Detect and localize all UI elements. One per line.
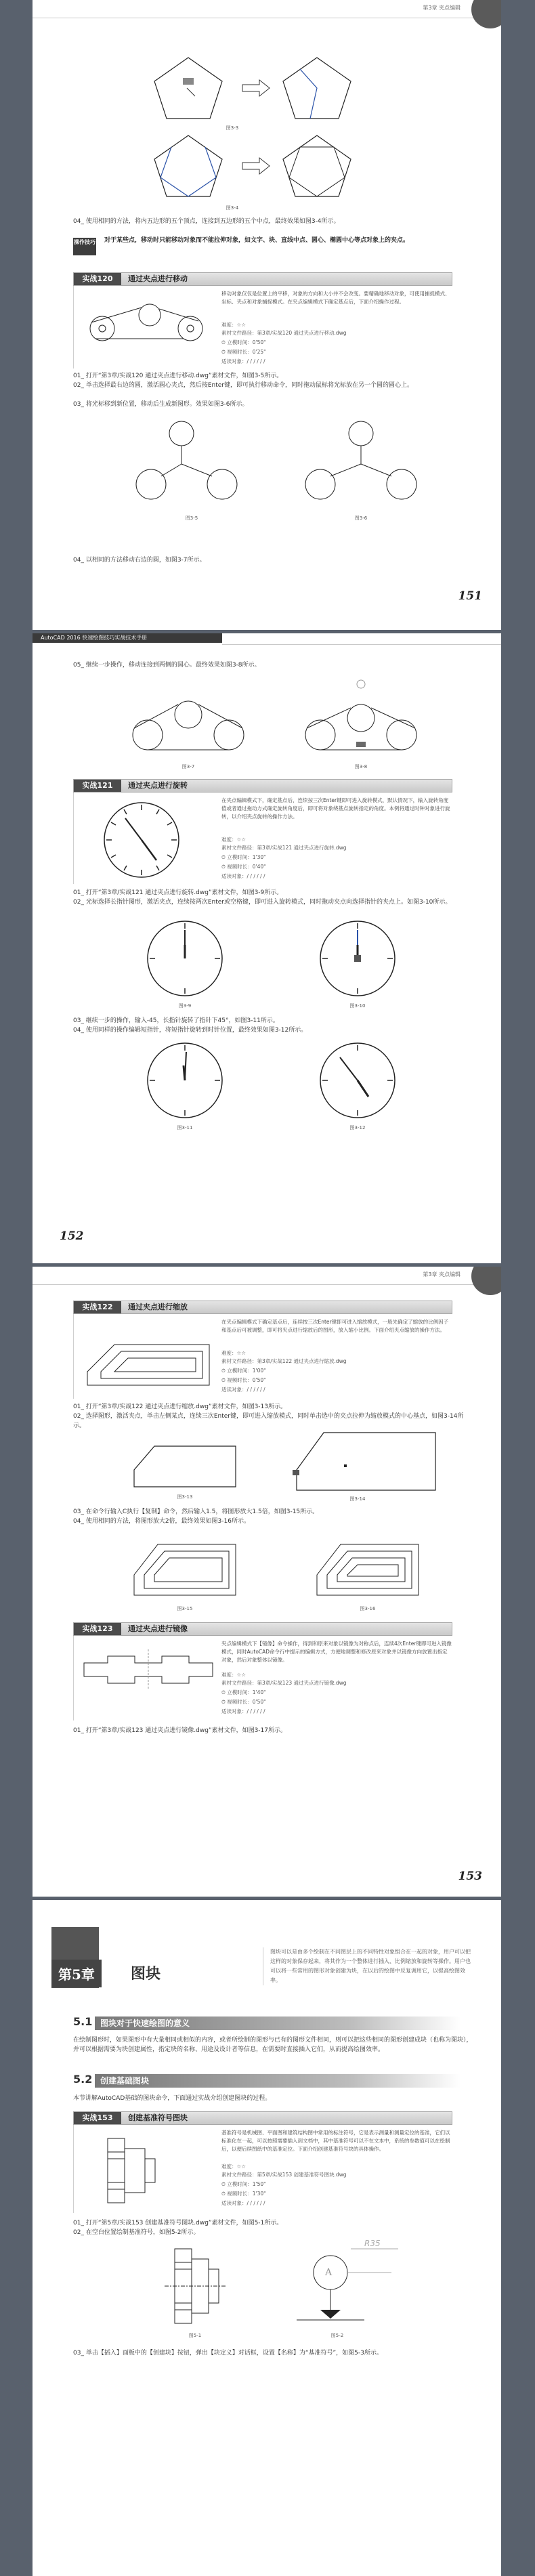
caption-5-2: 图5-2 [330,2333,344,2338]
section-header-153 [73,2111,452,2125]
figure-3-9 [144,918,226,999]
section-tag: 实战122 [74,1301,121,1313]
caption-3-11: 图3-11 [177,1125,193,1131]
caption-3-13: 图3-13 [177,1494,193,1500]
caption-3-12: 图3-12 [349,1125,366,1131]
caption-3-16: 图3-16 [360,1606,376,1611]
figure-3-10 [317,918,398,999]
chapter-intro: 图块可以是由多个绘制在不同图层上的不同特性对象组合在一起的对象，用户可以把这样的对象保存起来，将其作为一个整体进行插入、比例缩放和旋转等操作。用户也可以将一些常用的图形对象创建为块，在以后的绘图中反复调用它，以提高绘图效率。 [263,1947,474,1985]
section-time: ⏱ 立模时间：1'50" [221,2181,266,2187]
tip-box [73,236,452,246]
section-material: 素材文件路径：第3章/实战120 通过夹点进行移动.dwg [221,330,347,336]
section-header-121 [73,779,452,793]
section-title: 通过夹点进行缩放 [128,1303,188,1311]
chapter-number: 第5章 [51,1960,102,1987]
section-123-thumbnail [81,1649,216,1690]
section-difficulty: 难度：☆☆ [221,322,246,328]
section-header-120 [73,272,452,286]
caption-3-3: 图3-3 [226,125,239,131]
step-01b: 01_ 打开“第3章/实战123 通过夹点进行镜像.dwg”素材文件，如图3-17所示。 [73,1727,287,1734]
figure-3-12 [317,1040,398,1121]
section-121-thumbnail [101,799,182,881]
section-description: 移动对象仅仅是位置上的平移，对象的方向和大小并不会改变。要精确地移动对象，可使用捕捉模式、坐标、夹点和对象捕捉模式。在夹点编辑模式下确定基点后，下面介绍操作过程。 [221,291,450,305]
header-circle [471,1267,501,1295]
figure-5-2 [283,2239,425,2334]
caption-3-4: 图3-4 [226,205,239,211]
step-03: 03_ 继续一步的操作，输入-45，长指针旋转了指针下45°，如图3-11所示。 [73,1017,279,1024]
section-153-thumbnail [94,2132,175,2210]
header-rule [33,1284,481,1285]
section-title: 通过夹点进行镜像 [128,1624,188,1633]
section-material: 素材文件路径：第5章/实战153 创建基准符号图块.dwg [221,2172,347,2178]
section-time: ⏱ 立模时间：0'50" [221,339,266,345]
page-number-152: 152 [60,1229,84,1243]
step-01: 01_ 打开“第3章/实战120 通过夹点进行移动.dwg”素材文件，如图3-5所示。 [73,373,283,379]
caption-3-7: 图3-7 [181,764,195,769]
section-video: ⏱ 视频时长：0'50" [221,1699,266,1705]
section-video: ⏱ 视频时长：0'50" [221,1377,266,1383]
running-header-book: AutoCAD 2016 快速绘图技巧实战技术手册 [33,633,222,643]
section-description: 在夹点编辑模式下，确定基点后，连续按三次Enter键即可进入旋转模式，默认情况下，输入旋转角度值或者通过拖动方式确定旋转角度后，即可将对象绕基点旋转指定的角度。本例将通过时钟对象进行旋转，以介绍夹点旋转的操作方法。 [221,797,450,820]
step-03: 03_ 在命令行输入C执行【复制】命令，然后输入1.5，将图形放大1.5倍，如图3-15所示。 [73,1508,319,1515]
section-description: 在夹点编辑模式下确定基点后，连续按三次Enter键即可进入缩放模式，一般先确定了缩放的比例因子和基点后可被调整，即可将夹点进行缩放后的图形，放入缩小比例。下面介绍夹点缩放的操作方法。 [221,1319,449,1333]
step-02: 02_ 选择图形，激活夹点，单击左侧某点，连续三次Enter键，即可进入缩放模式，同时单击选中的夹点拉伸为缩放模式的中心基点，如图3-14所示。 [73,1413,464,1429]
chapter-title: 图块 [131,1965,161,1983]
header-rule [222,644,501,645]
section-tag: 实战120 [74,273,121,285]
section-material: 素材文件路径：第3章/实战122 通过夹点进行缩放.dwg [221,1358,347,1364]
page-number-151: 151 [458,589,482,603]
section-5-1 [33,2015,501,2031]
section-bar [95,2074,461,2088]
book-page-153 [33,1267,501,1897]
section-difficulty: 难度：☆☆ [221,1672,246,1678]
step-04b: 04_ 以相同的方法移动右边的圆，如图3-7所示。 [73,557,206,564]
page-number-153: 153 [458,1870,482,1883]
section-audience: 适读对象：/ / / / / / [221,1387,265,1393]
book-page-151 [33,0,501,630]
figure-3-5 [134,417,249,511]
caption-3-6: 图3-6 [354,515,368,521]
figure-3-4 [148,132,391,203]
section-material: 素材文件路径：第3章/实战121 通过夹点进行旋转.dwg [221,845,347,851]
figure-3-6 [303,417,419,511]
section-5-1-text: 在绘制图形时，如果图形中有大量相同或相似的内容，或者所绘制的图形与已有的图形文件相同，则可以把这些相同的图形创建成块（也称为图块），并可以根据需要为块创建属性，指定块的名称、用途及设计者等信息，在需要时直接插入它们，从而提高绘图效率。 [73,2037,473,2053]
section-difficulty: 难度：☆☆ [221,1350,246,1356]
section-audience: 适读对象：/ / / / / / [221,873,265,879]
step-01: 01_ 打开“第3章/实战121 通过夹点进行旋转.dwg”素材文件，如图3-9所示。 [73,889,283,896]
section-5-2 [33,2073,501,2089]
step-03: 03_ 将光标移到新位置，移动后生成新图形。效果如图3-6所示。 [73,401,249,408]
section-120-thumbnail [82,298,211,352]
section-time: ⏱ 立模时间：1'00" [221,1368,266,1374]
section-number: 5.2 [73,2073,93,2086]
step-01: 01_ 打开“第3章/实战122 通过夹点进行缩放.dwg”素材文件，如图3-13所示。 [73,1403,287,1410]
figure-3-14 [283,1429,439,1494]
section-title: 通过夹点进行旋转 [128,781,188,790]
section-title: 图块对于快速绘图的意义 [100,2019,190,2028]
section-5-2-text: 本节讲解AutoCAD基础的图块命令，下面通过实战介绍创建图块的过程。 [73,2095,272,2102]
step-03: 03_ 单击【插入】面板中的【创建块】按钮，弹出【块定义】对话框，设置【名称】为“基准符号”，如图5-3所示。 [73,2350,383,2357]
label-r35: R35 [364,2239,381,2248]
section-header-122 [73,1301,452,1314]
section-audience: 适读对象：/ / / / / / [221,2200,265,2206]
step-04: 04_ 使用同样的操作编辑短指针，将短指针旋转到时针位置，最终效果如图3-12所示。 [73,1027,307,1034]
section-tag: 实战153 [74,2112,121,2124]
book-page-152 [33,633,501,1263]
running-header: 第3章 夹点编辑 [423,5,461,11]
section-time: ⏱ 立模时间：1'30" [221,854,266,860]
section-difficulty: 难度：☆☆ [221,2163,246,2170]
figure-5-1 [154,2245,236,2330]
section-122-thumbnail [81,1324,216,1392]
label-a: A [325,2267,333,2278]
section-body-123 [73,1636,452,1720]
step-04-visible: 04_ 使用相同的方法，将内五边形的五个顶点，连接到五边形的五个中点，最终效果如图3-4所示。 [73,218,340,225]
figure-3-16 [310,1534,425,1602]
tip-text: 对于某些点，移动时只能移动对象而不能拉伸对象，如文字、块、直线中点、圆心、椭圆中心等点对象上的夹点。 [104,237,410,244]
caption-5-1: 图5-1 [188,2333,202,2338]
caption-3-5: 图3-5 [185,515,198,521]
section-tag: 实战123 [74,1623,121,1635]
section-difficulty: 难度：☆☆ [221,837,246,843]
section-body-122 [73,1314,452,1399]
section-video: ⏱ 视频时长：0'40" [221,864,266,870]
caption-3-15: 图3-15 [177,1606,193,1611]
section-tag: 实战121 [74,780,121,792]
section-audience: 适读对象：/ / / / / / [221,358,265,364]
figure-3-8 [297,674,425,762]
section-time: ⏱ 立模时间：1'40" [221,1689,266,1695]
section-video: ⏱ 视频时长：0'25" [221,349,266,355]
caption-3-9: 图3-9 [178,1003,192,1009]
section-video: ⏱ 视频时长：1'30" [221,2191,266,2197]
section-title: 创建基准符号图块 [128,2113,188,2122]
caption-3-8: 图3-8 [354,764,368,769]
caption-3-14: 图3-14 [349,1496,366,1502]
section-number: 5.1 [73,2015,93,2028]
caption-3-10: 图3-10 [349,1003,366,1009]
running-header: 第3章 夹点编辑 [423,1271,461,1278]
figure-3-15 [127,1534,242,1602]
book-page-chapter5 [33,1900,501,2576]
step-02: 02_ 在空白位置绘制基准符号，如图5-2所示。 [73,2229,200,2236]
step-05: 05_ 继续一步操作，移动连接到两侧的圆心。最终效果如图3-8所示。 [73,662,261,669]
section-material: 素材文件路径：第3章/实战123 通过夹点进行镜像.dwg [221,1680,347,1686]
section-audience: 适读对象：/ / / / / / [221,1708,265,1714]
section-body-153 [73,2125,452,2213]
section-title: 创建基础图块 [100,2076,150,2086]
section-title: 通过夹点进行移动 [128,274,188,283]
step-02: 02_ 光标选择长指针图形，激活夹点，连续按两次Enter或空格键，即可进入旋转模式，同时拖动夹点向选择指针的夹点上。如图3-10所示。 [73,899,452,906]
header-circle [471,0,501,28]
figure-3-3 [148,54,391,122]
figure-3-11 [144,1040,226,1121]
section-body-121 [73,793,452,884]
section-description: 夹点编辑模式下【镜像】命令操作，得到和原来对象以镜像为对称点后，连续4次Enter键即可进入镜像模式，同时AutoCAD命令行中提示的编辑方式，方便地调整和修改原来对象并以镜像方向放置出指定对象，然后对象整体以镜像。 [221,1641,452,1663]
step-01: 01_ 打开“第5章/实战153 创建基准符号图块.dwg”素材文件，如图5-1所示。 [73,2220,283,2226]
section-body-120 [73,286,452,368]
figure-3-7 [127,688,249,762]
figure-3-13 [127,1436,242,1490]
step-04: 04_ 使用相同的方法，将图形放大2倍，最终效果如图3-16所示。 [73,1518,250,1525]
section-header-123 [73,1622,452,1636]
step-02: 02_ 单击选择最右边的圆，激活圆心夹点，然后按Enter键，即可执行移动命令，同时拖动鼠标将光标放在另一个圆的圆心上。 [73,382,413,389]
section-description: 基准符号是机械图、平面图和建筑结构图中常用的标注符号，它是表示测量和测量定位的基准，它们以标准化在一起，可以按照需要插入到文档中，其中基准符号可以不在文本中，系统的参数值可以在绘制后，以便后续图纸中的基准定位。下面介绍创建基准符号块的具体操作。 [221,2130,450,2152]
tip-label: 操作技巧 [73,238,96,255]
